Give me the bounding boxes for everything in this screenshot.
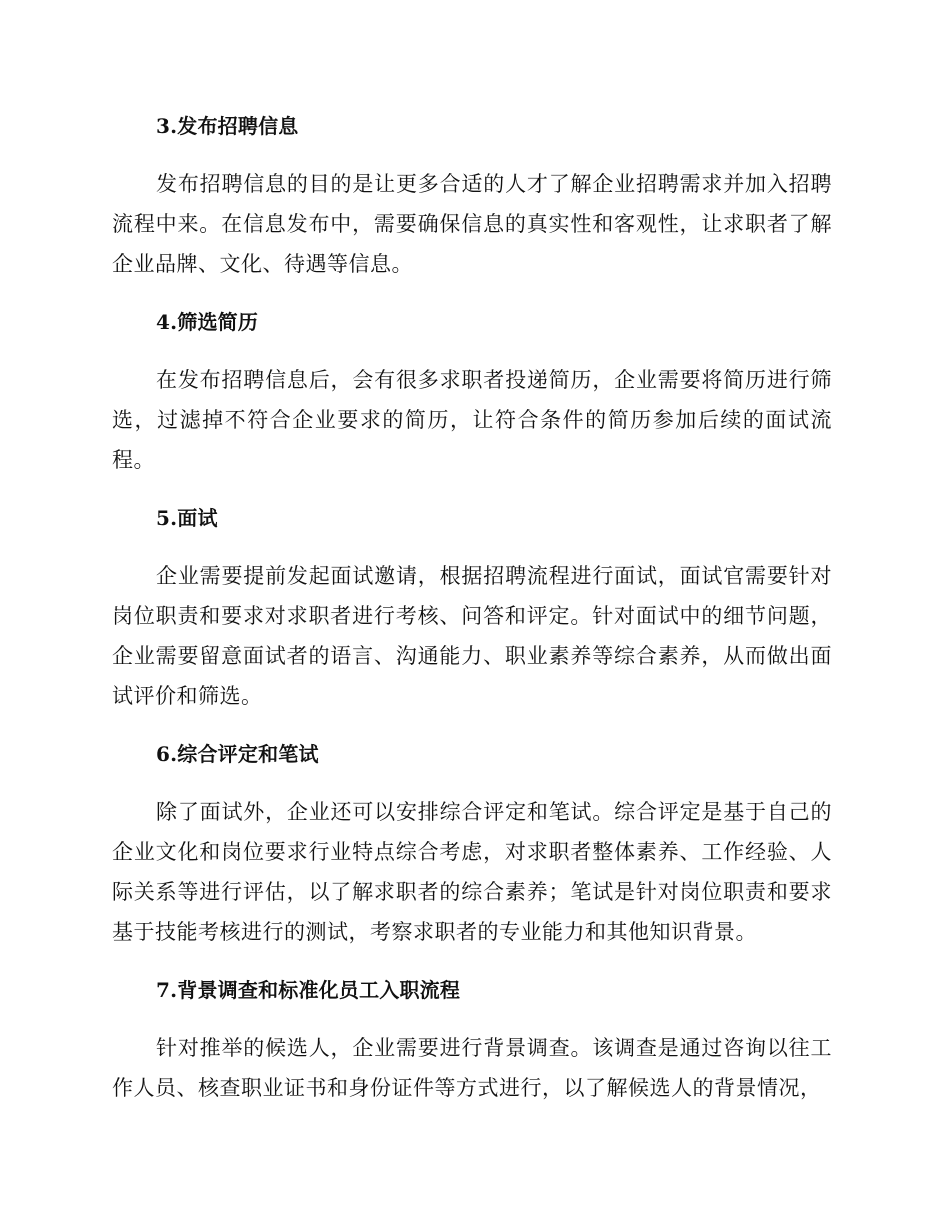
- document-content: [112, 106, 832, 1126]
- section-screen-resumes: [112, 302, 832, 480]
- section-background-check: [112, 970, 832, 1108]
- section-paragraph: 针对推举的候选人，企业需要进行背景调查。该调查是通过咨询以往工作人员、核查职业证书和身份证件等方式进行，以了解候选人的背景情况，: [112, 1036, 832, 1100]
- section-paragraph: 在发布招聘信息后，会有很多求职者投递简历，企业需要将简历进行筛选，过滤掉不符合企业要求的简历，让符合条件的简历参加后续的面试流程。: [112, 368, 832, 472]
- section-heading: 3.发布招聘信息: [156, 114, 299, 138]
- section-heading: 5.面试: [156, 506, 218, 530]
- section-assessment-and-written-test: [112, 734, 832, 952]
- section-publish-recruitment-info: [112, 106, 832, 284]
- section-paragraph: 发布招聘信息的目的是让更多合适的人才了解企业招聘需求并加入招聘流程中来。在信息发布中，需要确保信息的真实性和客观性，让求职者了解企业品牌、文化、待遇等信息。: [112, 172, 832, 276]
- section-paragraph: 企业需要提前发起面试邀请，根据招聘流程进行面试，面试官需要针对岗位职责和要求对求职者进行考核、问答和评定。针对面试中的细节问题，企业需要留意面试者的语言、沟通能力、职业素养等综合素养，从而做出面试评价和筛选。: [112, 564, 832, 708]
- section-heading: 4.筛选简历: [156, 310, 259, 334]
- section-interview: [112, 498, 832, 716]
- section-heading: 7.背景调查和标准化员工入职流程: [156, 978, 461, 1002]
- section-heading: 6.综合评定和笔试: [156, 742, 319, 766]
- section-paragraph: 除了面试外，企业还可以安排综合评定和笔试。综合评定是基于自己的企业文化和岗位要求行业特点综合考虑，对求职者整体素养、工作经验、人际关系等进行评估，以了解求职者的综合素养；笔试是针对岗位职责和要求基于技能考核进行的测试，考察求职者的专业能力和其他知识背景。: [112, 800, 832, 944]
